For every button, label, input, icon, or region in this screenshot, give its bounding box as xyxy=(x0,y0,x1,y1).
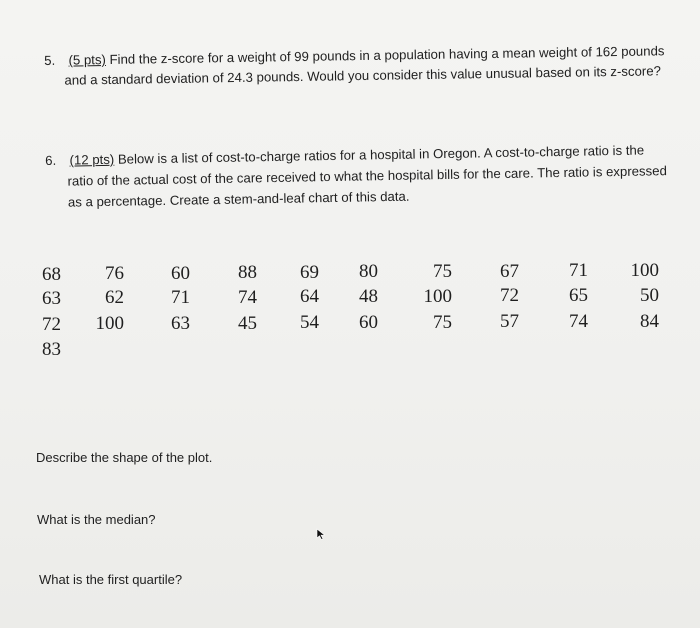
data-value: 88 xyxy=(238,262,257,283)
data-value: 71 xyxy=(171,287,190,308)
data-value: 54 xyxy=(300,312,319,333)
describe-shape-prompt: Describe the shape of the plot. xyxy=(36,450,213,465)
question-6-text-line-3: as a percentage. Create a stem-and-leaf chart of this data. xyxy=(67,188,410,210)
data-value: 45 xyxy=(238,313,257,334)
question-5-text-line-2: and a standard deviation of 24.3 pounds. Would you consider this value unusual based on its z-score? xyxy=(64,63,662,88)
data-value: 60 xyxy=(359,312,378,333)
data-value: 48 xyxy=(359,286,378,307)
data-value: 63 xyxy=(171,313,190,334)
question-5-points: (5 pts) xyxy=(68,52,106,68)
data-value: 68 xyxy=(42,264,61,285)
data-value: 64 xyxy=(300,286,319,307)
first-quartile-prompt: What is the first quartile? xyxy=(39,572,183,587)
data-value: 74 xyxy=(569,311,588,332)
data-value: 80 xyxy=(359,261,378,282)
data-value: 67 xyxy=(500,261,519,282)
question-6-text-line-1: Below is a list of cost-to-charge ratios for a hospital in Oregon. A cost-to-charge ratio is the xyxy=(117,142,645,167)
data-value: 62 xyxy=(105,287,124,308)
data-value: 71 xyxy=(569,260,588,281)
question-6-number: 6. xyxy=(45,152,57,168)
data-value: 100 xyxy=(423,286,452,307)
data-value: 100 xyxy=(95,313,124,334)
data-value: 72 xyxy=(500,285,519,306)
question-5 xyxy=(44,40,684,88)
data-value: 57 xyxy=(500,311,519,332)
data-value: 75 xyxy=(433,261,452,282)
mouse-pointer-icon xyxy=(316,528,326,540)
data-value: 75 xyxy=(433,312,452,333)
data-value: 84 xyxy=(640,311,659,332)
question-6-points: (12 pts) xyxy=(69,151,115,168)
median-prompt: What is the median? xyxy=(37,512,156,527)
data-value: 76 xyxy=(105,263,124,284)
data-value: 60 xyxy=(171,263,190,284)
data-value: 83 xyxy=(42,339,61,360)
data-value: 63 xyxy=(42,288,61,309)
data-value: 74 xyxy=(238,287,257,308)
question-5-text-line-1: Find the z-score for a weight of 99 pounds in a population having a mean weight of 162 pounds xyxy=(109,43,665,67)
data-value: 72 xyxy=(42,314,61,335)
question-6 xyxy=(45,139,685,210)
question-5-number: 5. xyxy=(44,52,56,68)
data-value: 50 xyxy=(640,285,659,306)
question-6-text-line-2: ratio of the actual cost of the care received to what the hospital bills for the care. The ratio is expressed xyxy=(67,163,667,189)
data-value: 69 xyxy=(300,262,319,283)
data-value: 65 xyxy=(569,285,588,306)
data-value: 100 xyxy=(630,260,659,281)
